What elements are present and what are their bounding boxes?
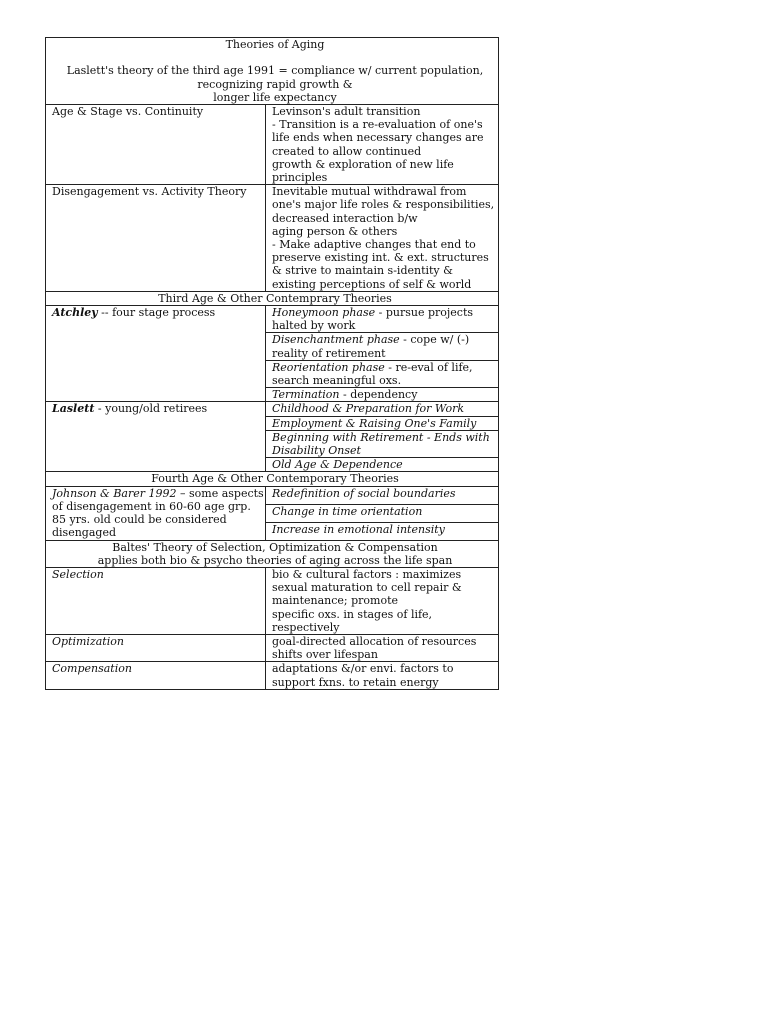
document-title: Theories of Aging (225, 38, 325, 51)
atchley-phase: Termination - dependency (266, 388, 499, 402)
age-stage-row (46, 105, 499, 185)
atchley-row (46, 306, 499, 333)
selection-label: Selection (46, 567, 266, 634)
atchley-label: Atchley -- four stage process (46, 306, 266, 402)
disengagement-label: Disengagement vs. Activity Theory (46, 185, 266, 292)
intro-line: Laslett's theory of the third age 1991 = compliance w/ current population, (66, 64, 484, 78)
title-cell (46, 38, 499, 105)
johnson-label: Johnson & Barer 1992 – some aspects of disengagement in 60-60 age grp. 85 yrs. old could be considered disengaged (46, 486, 266, 540)
title-row (46, 38, 499, 105)
laslett-name: Laslett (52, 402, 95, 416)
laslett-stage: Beginning with Retirement - Ends with Disability Onset (266, 430, 499, 457)
baltes-compensation-row (46, 662, 499, 689)
fourth-age-header: Fourth Age & Other Contemporary Theories (46, 472, 499, 486)
atchley-phase: Honeymoon phase - pursue projects halted by work (266, 306, 499, 333)
optimization-label: Optimization (46, 634, 266, 661)
selection-desc: bio & cultural factors : maximizes sexual maturation to cell repair & maintenance; promote specific oxs. in stages of life, respectively (266, 567, 499, 634)
age-stage-desc: Levinson's adult transition - Transition is a re-evaluation of one's life ends when necessary changes are created to allow continued growth & exploration of new life principles (266, 105, 499, 185)
fourth-age-header-row (46, 472, 499, 486)
laslett-row (46, 402, 499, 416)
age-stage-label: Age & Stage vs. Continuity (46, 105, 266, 185)
laslett-stage: Old Age & Dependence (266, 458, 499, 472)
intro-line: longer life expectancy (213, 90, 337, 104)
laslett-stage: Employment & Raising One's Family (266, 416, 499, 430)
johnson-row (46, 486, 499, 504)
atchley-phase: Disenchantment phase - cope w/ (-) reality of retirement (266, 333, 499, 360)
baltes-optimization-row (46, 634, 499, 661)
atchley-name: Atchley (52, 306, 98, 320)
disengagement-desc: Inevitable mutual withdrawal from one's major life roles & responsibilities, decreased interaction b/w aging person & others - Make adaptive changes that end to preserve existing int. & ext. structures & strive to maintain s-identity & existing perceptions of self & world (266, 185, 499, 292)
johnson-item: Change in time orientation (266, 504, 499, 522)
baltes-selection-row (46, 567, 499, 634)
intro-line: recognizing rapid growth & (197, 77, 353, 91)
johnson-item: Increase in emotional intensity (266, 522, 499, 540)
disengagement-row (46, 185, 499, 292)
atchley-phase: Reorientation phase - re-eval of life, search meaningful oxs. (266, 360, 499, 387)
johnson-item: Redefinition of social boundaries (266, 486, 499, 504)
johnson-name: Johnson & Barer 1992 (52, 486, 177, 500)
compensation-desc: adaptations &/or envi. factors to support fxns. to retain energy (266, 662, 499, 689)
compensation-label: Compensation (46, 662, 266, 689)
baltes-header-row (46, 540, 499, 567)
laslett-stage: Childhood & Preparation for Work (266, 402, 499, 416)
optimization-desc: goal-directed allocation of resources shifts over lifespan (266, 634, 499, 661)
theories-table (45, 37, 499, 690)
third-age-header: Third Age & Other Contemprary Theories (46, 291, 499, 305)
laslett-label: Laslett - young/old retirees (46, 402, 266, 472)
third-age-header-row (46, 291, 499, 305)
baltes-header: Baltes' Theory of Selection, Optimization & Compensation applies both bio & psycho theories of aging across the life span (46, 540, 499, 567)
